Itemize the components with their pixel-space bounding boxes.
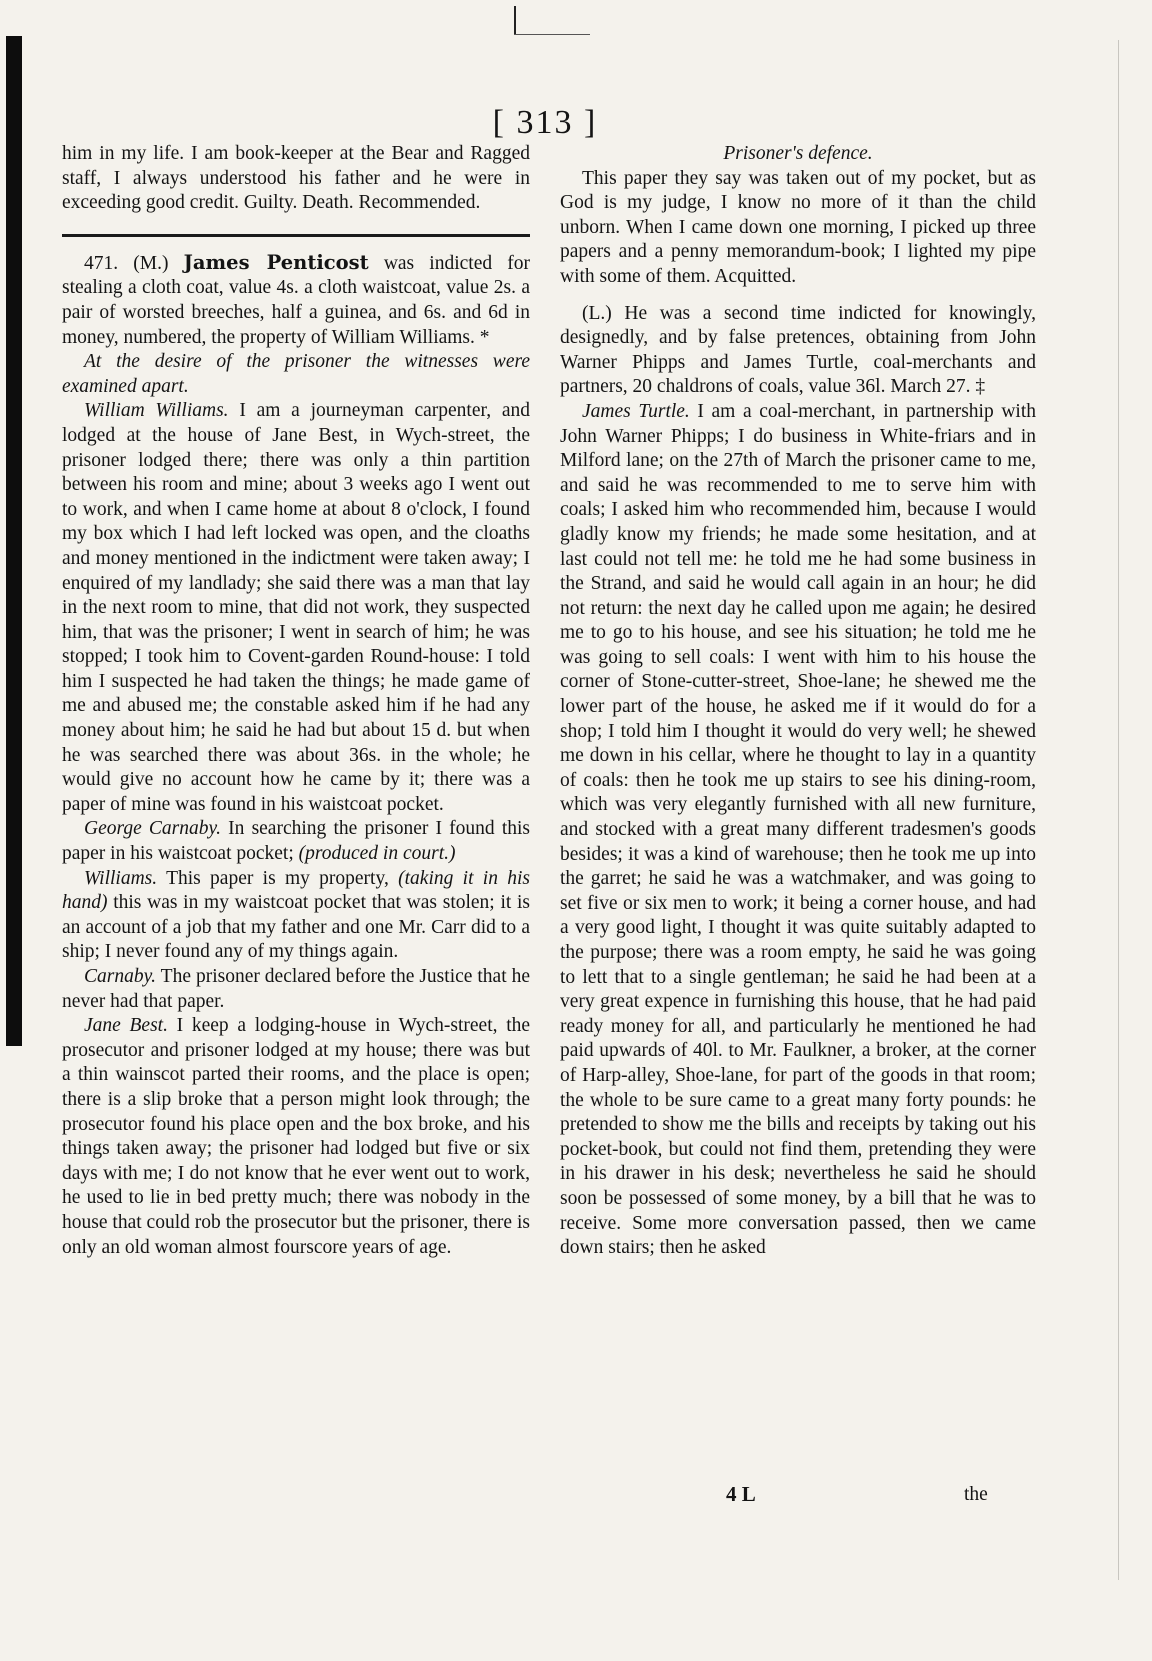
testimony-text: This paper is my property, bbox=[166, 867, 389, 889]
continued-testimony: him in my life. I am book-keeper at the Bear and Ragged staff, I always understood his father and he were in exceeding good credit. Guilty. Death. Recommended. bbox=[62, 143, 530, 214]
section-divider bbox=[62, 234, 530, 237]
speaker-name: Jane Best. bbox=[84, 1015, 168, 1037]
scan-mark-rule bbox=[514, 34, 590, 35]
testimony-carnaby bbox=[62, 817, 530, 866]
scan-binding-edge bbox=[6, 36, 22, 1046]
testimony-text: In searching the prisoner I found this paper in his waistcoat pocket; bbox=[62, 818, 531, 865]
right-column bbox=[560, 142, 1036, 1261]
signature-mark: 4 L bbox=[726, 1482, 756, 1506]
speaker-name: George Carnaby. bbox=[84, 818, 221, 840]
testimony-text: I am a journeyman carpenter, and lodged at the house of Jane Best, in Wych-street, the prisoner lodged there; there was only a thin partition between his room and mine; about 3 weeks ago I went out to work, and when I came home at about 8 o'clock, I found my box which I had left locked was open, and the cloaths and money mentioned in the indictment were taken away; I enquired of my landlady; she said there was a man that lay in the next room to mine, that did not work, they suspected him, that was the prisoner; I went in search of him; he was stopped; I took him to Covent-garden Round-house: I told him I suspected he had taken the things; he made game of me and abused me; the constable asked him if he had any money about him; he said he had but about 15 d. but when he was searched there was about 36s. in the whole; he would give no account how he came by it; there was a paper of mine was found in his waistcoat pocket. bbox=[62, 400, 530, 815]
testimony-williams bbox=[62, 399, 530, 817]
page-edge bbox=[1118, 40, 1119, 1580]
speaker-name: James Turtle. bbox=[582, 400, 690, 422]
court-label: (L.) bbox=[582, 302, 612, 324]
defendant-name: James Penticost bbox=[183, 250, 369, 274]
defence-heading: Prisoner's defence. bbox=[723, 143, 873, 164]
case-number: 471. (M.) bbox=[84, 252, 169, 274]
stage-note: (taking it in his hand) bbox=[62, 867, 530, 914]
testimony-williams-2 bbox=[62, 867, 530, 965]
testimony-best bbox=[62, 1014, 530, 1260]
testimony-carnaby-2 bbox=[62, 965, 530, 1014]
scan-mark bbox=[514, 6, 516, 34]
stage-note: (produced in court.) bbox=[298, 843, 456, 865]
left-column bbox=[62, 142, 530, 1260]
testimony-turtle bbox=[560, 400, 1036, 1261]
speaker-name: Carnaby. bbox=[84, 966, 157, 987]
defence-text: This paper they say was taken out of my pocket, but as God is my judge, I know no more of it than the child unborn. When I came down one morning, I picked up three papers and a penny memorandum-book; I lighted my pipe with some of them. Acquitted. bbox=[560, 167, 1036, 287]
testimony-text: this was in my waistcoat pocket that was stolen; it is an account of a job that my father and one Mr. Carr did to a ship; I never found any of my things again. bbox=[62, 892, 530, 963]
indictment-text: was indicted for stealing a cloth coat, value 4s. a cloth waistcoat, value 2s. a pair of worsted breeches, half a guinea, and 6s. and 6d in money, numbered, the property of William Williams. * bbox=[62, 252, 531, 348]
case-entry bbox=[62, 251, 530, 350]
second-indictment bbox=[560, 302, 1036, 400]
court-note: At the desire of the prisoner the witnesses were examined apart. bbox=[62, 351, 530, 397]
testimony-text: I keep a lodging-house in Wych-street, the prosecutor and prisoner lodged at my house; there was but a thin wainscot parted their rooms, and the place is open; there is a slip broke that a person might look through; the prosecutor found his place open and the box broke, and his things taken away; the prisoner had lodged but five or six days with me; I do not know that he ever went out to work, he used to lie in bed pretty much; there was nobody in the house that could rob the prosecutor but the prisoner, there is only an old woman almost fourscore years of age. bbox=[62, 1015, 531, 1258]
catchword: the bbox=[964, 1484, 988, 1505]
page-number: [ 313 ] bbox=[492, 104, 598, 141]
testimony-text: I am a coal-merchant, in partnership with John Warner Phipps; I do business in White-friars and in Milford lane; on the 27th of March the prisoner came to me, and said he was recommended to me to serve him with coals; I asked him who recommended him, because I would gladly know my friends; he made some hesitation, and at last could not tell me: he told me he had some business in the Strand, and said he would call again in an hour; he did not return: the next day he called upon me again; he desired me to go to his house, and see his situation; he told me he was going to sell coals: I went with him to his house the corner of Stone-cutter-street, Shoe-lane; he shewed me the lower part of the house, he asked me if it would do for a shop; I told him I thought it would do very well; he shewed me down in his cellar, where he thought to lay in a quantity of coals: then he took me up stairs to see his dining-room, which was very elegantly furnished with all new furniture, and stocked with a great many different tradesmen's goods besides; it was a kind of warehouse; then he took me up into the garret; he said he was a watchmaker, and was going to set five or six men to work; it being a corner house, and had a very good light, I thought it was quite suitably adapted to the purpose; there was a room empty, he said he was going to lett that to a single gentleman; he said he had been at a very great expence in furnishing this house, that he had paid ready money for all, and particularly he mentioned he had paid upwards of 40l. to Mr. Faulkner, a broker, at the corner of Harp-alley, Shoe-lane, for part of the goods in that room; the whole to be sure came to a great many forty pounds: he pretended to show me the bills and receipts by taking out his pocket-book, but could not find them, pretending they were in his drawer in his desk; nevertheless he said he should soon be possessed of some money, by a bill that he was to receive. Some more conversation passed, then we came down stairs; then he asked bbox=[560, 400, 1036, 1259]
indictment-text: He was a second time indicted for knowingly, designedly, and by false pretences, obtaining from John Warner Phipps and James Turtle, coal-merchants and partners, 20 chaldrons of coals, value 36l. March 27. ‡ bbox=[560, 302, 1036, 398]
speaker-name: Williams. bbox=[84, 867, 158, 889]
speaker-name: William Williams. bbox=[84, 400, 229, 422]
paragraph-gap bbox=[560, 290, 1036, 302]
testimony-text: The prisoner declared before the Justice that he never had that paper. bbox=[62, 966, 530, 1012]
